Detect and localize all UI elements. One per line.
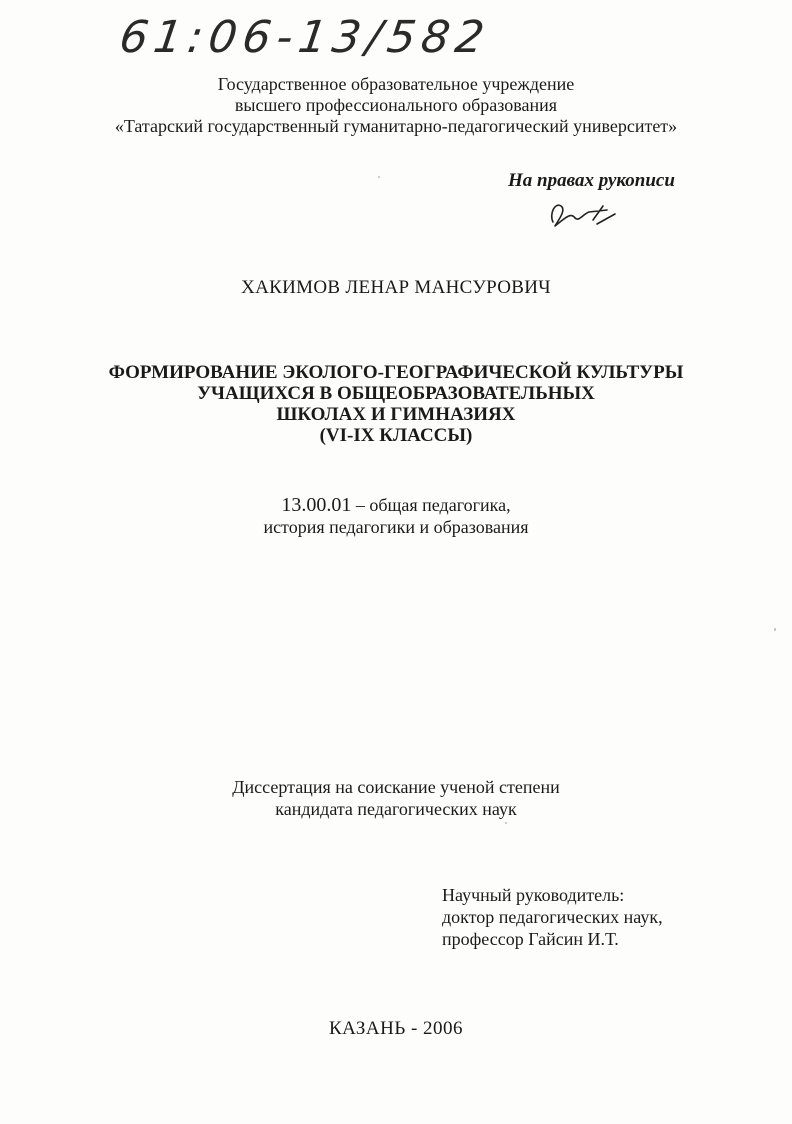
specialty-line-2: история педагогики и образования (263, 517, 529, 537)
institution-line-1: Государственное образовательное учреждение (217, 74, 575, 94)
supervisor-block (442, 884, 663, 950)
supervisor-line-3: профессор Гайсин И.Т. (442, 929, 619, 949)
archive-number-handwritten: 61:06-13/582 (116, 12, 494, 63)
specialty-line-1 (0, 494, 792, 516)
institution-block (0, 74, 792, 137)
title-line-3: ШКОЛАХ И ГИМНАЗИЯХ (276, 404, 516, 425)
author-name: ХАКИМОВ ЛЕНАР МАНСУРОВИЧ (241, 277, 551, 298)
scan-speck (774, 628, 776, 631)
title-line-2: УЧАЩИХСЯ В ОБЩЕОБРАЗОВАТЕЛЬНЫХ (197, 383, 595, 404)
signature-icon (545, 192, 625, 232)
specialty-block (0, 494, 792, 538)
scan-speck (378, 176, 380, 178)
specialty-name: – общая педагогика, (351, 495, 511, 515)
scan-speck (505, 822, 507, 824)
supervisor-line-1: Научный руководитель: (442, 885, 625, 905)
manuscript-note: На правах рукописи (508, 170, 675, 191)
title-line-4: (VI-IX КЛАССЫ) (319, 425, 473, 446)
specialty-code: 13.00.01 (281, 494, 352, 516)
institution-line-3: «Татарский государственный гуманитарно-педагогический университет» (114, 116, 678, 136)
degree-line-1: Диссертация на соискание ученой степени (232, 777, 560, 797)
title-line-1: ФОРМИРОВАНИЕ ЭКОЛОГО-ГЕОГРАФИЧЕСКОЙ КУЛЬТУРЫ (108, 362, 684, 383)
city-year: КАЗАНЬ - 2006 (328, 1018, 464, 1039)
supervisor-line-2: доктор педагогических наук, (442, 907, 663, 927)
institution-line-2: высшего профессионального образования (234, 95, 558, 115)
degree-line-2: кандидата педагогических наук (275, 799, 517, 819)
degree-block (0, 776, 792, 820)
dissertation-title (0, 362, 792, 446)
